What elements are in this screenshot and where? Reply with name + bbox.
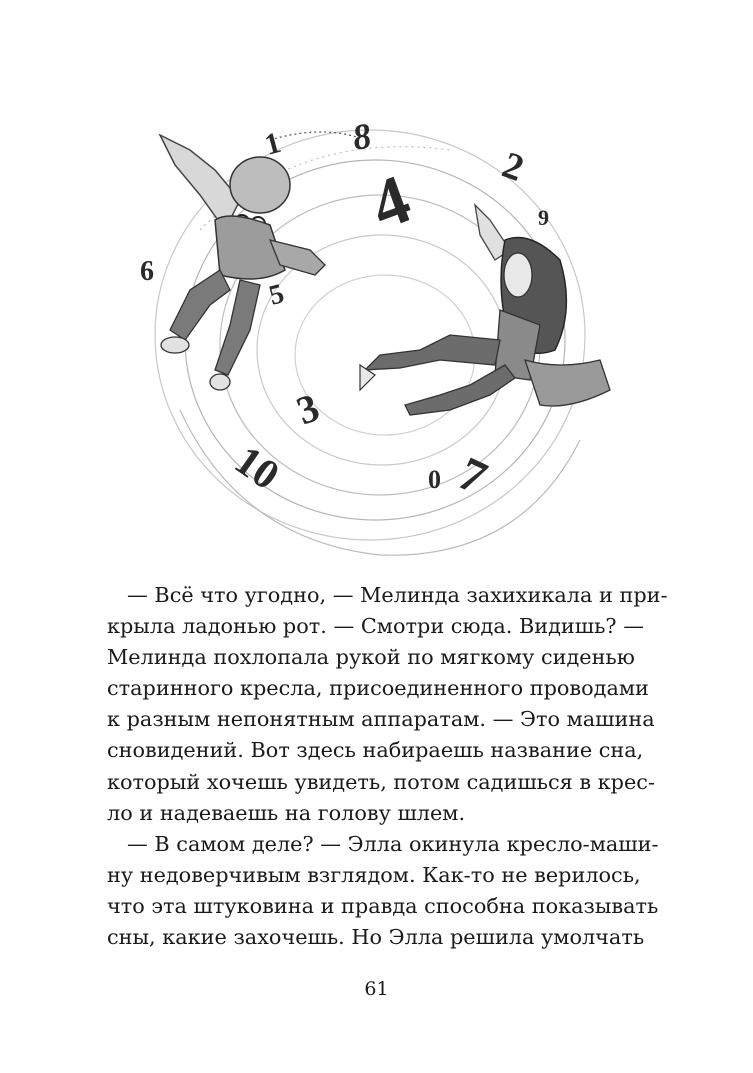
body-text	[107, 580, 668, 953]
numeral: 9	[538, 205, 549, 230]
numeral: 7	[450, 446, 495, 506]
numeral: 0	[428, 465, 441, 494]
text-line: — В самом деле? — Элла окинула кресло-маши-	[127, 831, 659, 856]
text-line: к разным непонятным аппаратам. — Это машина	[107, 707, 655, 732]
text-line: старинного кресла, присоединенного проводами	[107, 676, 649, 701]
numeral: 8	[349, 115, 375, 158]
numeral: 5	[265, 278, 288, 312]
page-number: 61	[364, 978, 389, 1000]
numeral: 2	[496, 143, 530, 190]
text-line: Мелинда похлопала рукой по мягкому сиденью	[107, 645, 635, 670]
numeral: 6	[140, 256, 154, 287]
text-line: крыла ладонью рот. — Смотри сюда. Видишь? —	[107, 614, 644, 639]
text-line: что эта штуковина и правда способна показывать	[107, 893, 659, 918]
text-line: сновидений. Вот здесь набираешь название сна,	[107, 738, 644, 763]
text-line: который хочешь увидеть, потом садишься в крес-	[107, 769, 655, 794]
boy-figure	[160, 135, 325, 390]
numeral: 10	[226, 437, 288, 500]
illustration-drawing	[120, 110, 620, 570]
illustration-clock-swirl	[120, 110, 620, 570]
numeral: 3	[290, 384, 325, 434]
text-line: ло и надеваешь на голову шлем.	[107, 800, 466, 825]
numeral: 1	[261, 126, 285, 162]
text-line: сны, какие захочешь. Но Элла решила умолчать	[107, 925, 645, 950]
text-line: — Всё что угодно, — Мелинда захихикала и при-	[127, 583, 668, 607]
text-line: ну недоверчивым взглядом. Как-то не верилось,	[107, 862, 641, 887]
numeral: 4	[361, 160, 421, 246]
